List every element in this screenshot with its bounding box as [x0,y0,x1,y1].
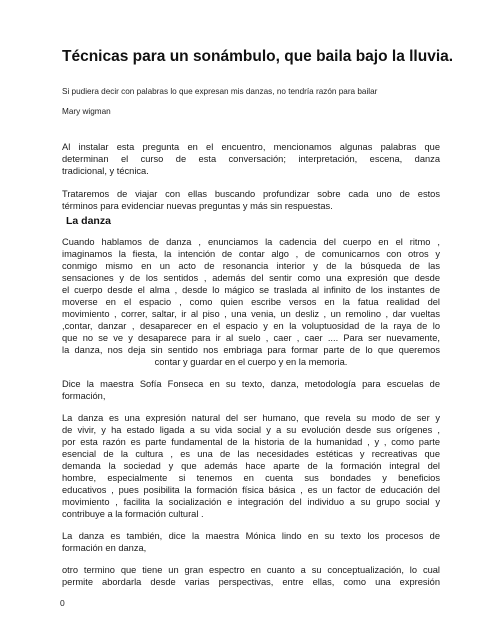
text-line: educativos , pues posibilita la formación física básica , es un factor de educación del [62,485,440,495]
text-line: movimiento , facilita la socialización e integración del individuo a su grupo social y [62,497,440,507]
text-line: permite abordarla desde varias perspectivas, entre ellas, como una expresión [62,577,440,587]
paragraph [62,141,440,177]
text-line: la danza, nos deja sin sentido nos embriaga para formar parte de lo que queremos [62,345,440,355]
text-line: Al instalar esta pregunta en el encuentro, mencionamos algunas palabras que [62,142,440,152]
paragraph [62,412,440,520]
text-line: formación en danza, [62,543,147,553]
text-line: Cuando hablamos de danza , enunciamos la cadencia del cuerpo en el ritmo , [62,237,440,247]
section-heading: La danza [66,215,111,227]
paragraph [62,564,440,588]
page-title: Técnicas para un sonámbulo, que baila bajo la lluvia. [62,48,454,65]
text-line: formación, [62,391,106,401]
section-paragraphs [62,236,440,588]
text-line: el cuerpo desde el alma , desde lo mágico se traslada al infinito de los instantes de [62,285,440,295]
epigraph-author: Mary wigman [62,107,111,116]
page-number: 0 [60,598,65,608]
epigraph-quote: Si pudiera decir con palabras lo que expresan mis danzas, no tendría razón para bailar [62,87,378,96]
text-line: Trataremos de viajar con ellas buscando profundizar sobre cada uno de estos [62,189,440,199]
text-line: por esta razón es parte fundamental de la historia de la humanidad , y , como parte [62,437,440,447]
paragraph [62,378,440,402]
text-line: conmigo mismo en un acto de resonancia interior y de la búsqueda de las [62,261,440,271]
text-line: que no se ve y desaparece para ir al suelo , caer , caer .... Para ser nuevamente, [62,333,440,343]
text-line: demanda la sociedad y que además hace aparte de la formación integral del [62,461,440,471]
paragraph [62,530,440,554]
text-line: La danza es también, dice la maestra Mónica lindo en su texto los procesos de [62,531,440,541]
text-line: determinan el curso de esta conversación; interpretación, escena, danza [62,154,440,164]
text-line: sensaciones y de los sentidos , además del sentir como una expresión que desde [62,273,440,283]
text-line: La danza es una expresión natural del ser humano, que revela su modo de ser y [62,413,440,423]
text-line: Dice la maestra Sofía Fonseca en su texto, danza, metodología para escuelas de [62,379,440,389]
text-line: ,contar, danzar , desaparecer en el espacio y en la voluptuosidad de la raya de lo [62,321,440,331]
text-line: movimiento , correr, saltar, ir al piso , una venia, un desliz , un remolino , dar vueltas [62,309,440,319]
text-line: esencial de la cultura , es una de las necesidades estéticas y recreativas que [62,449,440,459]
text-line: hombre, especialmente si tenemos en cuenta sus bondades y beneficios [62,473,440,483]
text-line: otro termino que tiene un gran espectro en cuanto a su conceptualización, lo cual [62,565,440,575]
text-line: contar y guardar en el cuerpo y en la memoria. [154,357,348,367]
text-line: tradicional, y técnica. [62,166,149,176]
text-line: de vivir, y ha estado ligada a su vida social y a su evolución desde sus orígenes , [62,425,440,435]
text-line: contribuye a la formación cultural . [62,509,204,519]
intro-paragraphs [62,141,440,212]
paragraph [62,188,440,212]
text-line: términos para evidenciar nuevas preguntas y más sin respuestas. [62,201,333,211]
text-line: imaginamos la fiesta, la intención de contar algo , de comunicarnos con otros y [62,249,440,259]
text-line: moverse en el espacio , como quien escribe versos en la fatua realidad del [62,297,440,307]
paragraph [62,236,440,368]
